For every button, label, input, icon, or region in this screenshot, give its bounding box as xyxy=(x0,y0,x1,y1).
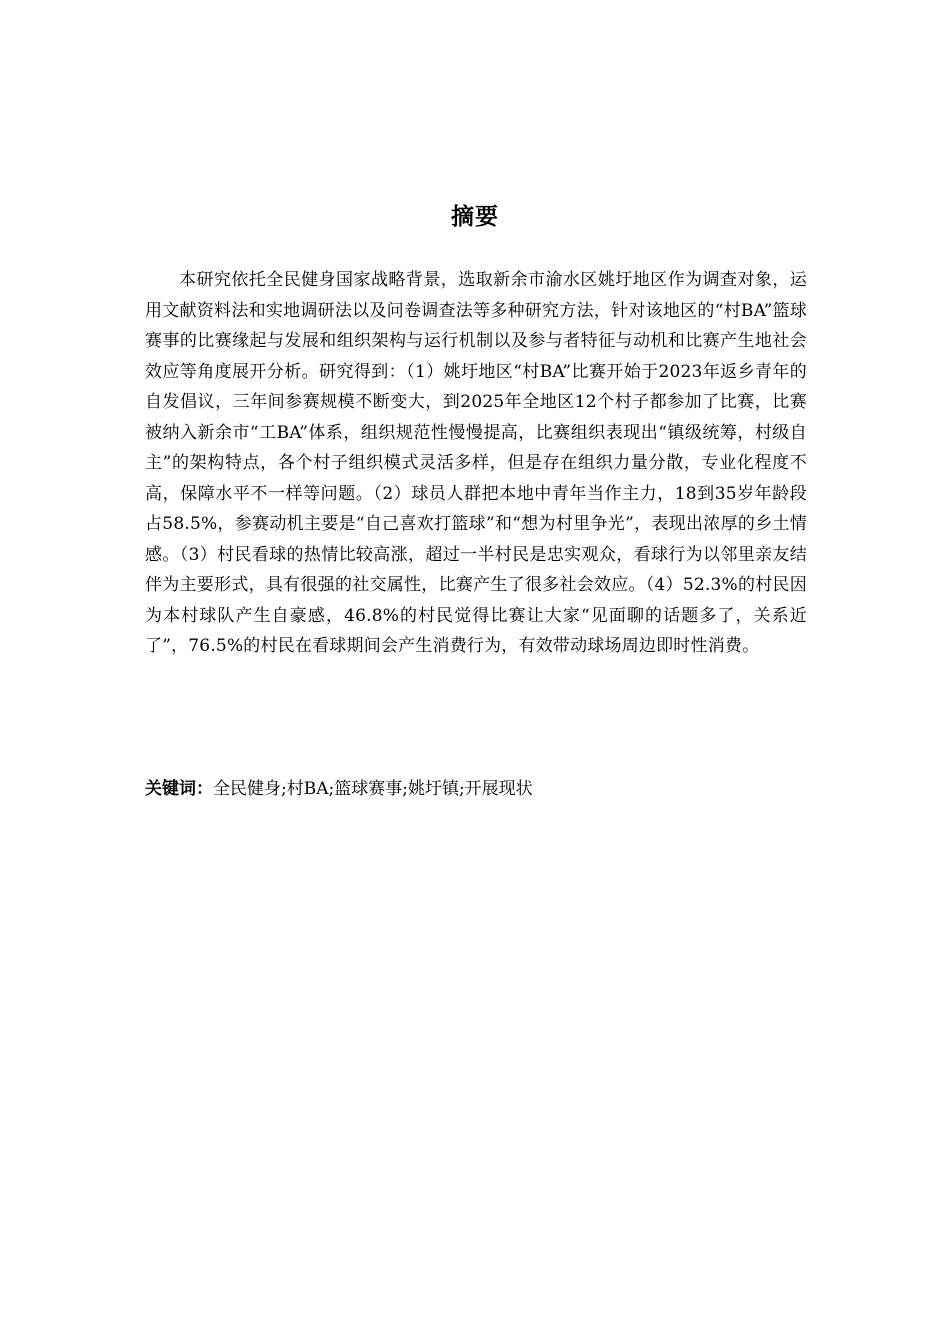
keywords-text: 全民健身;村BA;篮球赛事;姚圩镇;开展现状 xyxy=(213,779,533,799)
abstract-paragraph: 本研究依托全民健身国家战略背景，选取新余市渝水区姚圩地区作为调查对象，运用文献资料法和实地调研法以及问卷调查法等多种研究方法，针对该地区的“村BA”篮球赛事的比赛缘起与发展和组织架构与运行机制以及参与者特征与动机和比赛产生地社会效应等角度展开分析。研究得到：（1）姚圩地区“村BA”比赛开始于2023年返乡青年的自发倡议，三年间参赛规模不断变大，到2025年全地区12个村子都参加了比赛，比赛被纳入新余市“工BA”体系，组织规范性慢慢提高，比赛组织表现出“镇级统筹，村级自主”的架构特点，各个村子组织模式灵活多样，但是存在组织力量分散，专业化程度不高，保障水平不一样等问题。（2）球员人群把本地中青年当作主力，18到35岁年龄段占58.5%，参赛动机主要是“自己喜欢打篮球”和“想为村里争光”，表现出浓厚的乡土情感。（3）村民看球的热情比较高涨，超过一半村民是忠实观众，看球行为以邻里亲友结伴为主要形式，具有很强的社交属性，比赛产生了很多社会效应。（4）52.3%的村民因为本村球队产生自豪感，46.8%的村民觉得比赛让大家“见面聊的话题多了，关系近了”，76.5%的村民在看球期间会产生消费行为，有效带动球场周边即时性消费。 xyxy=(145,270,807,656)
page-title: 摘要 xyxy=(451,204,499,230)
keywords-line xyxy=(145,774,807,804)
keywords-label: 关键词： xyxy=(145,779,213,799)
